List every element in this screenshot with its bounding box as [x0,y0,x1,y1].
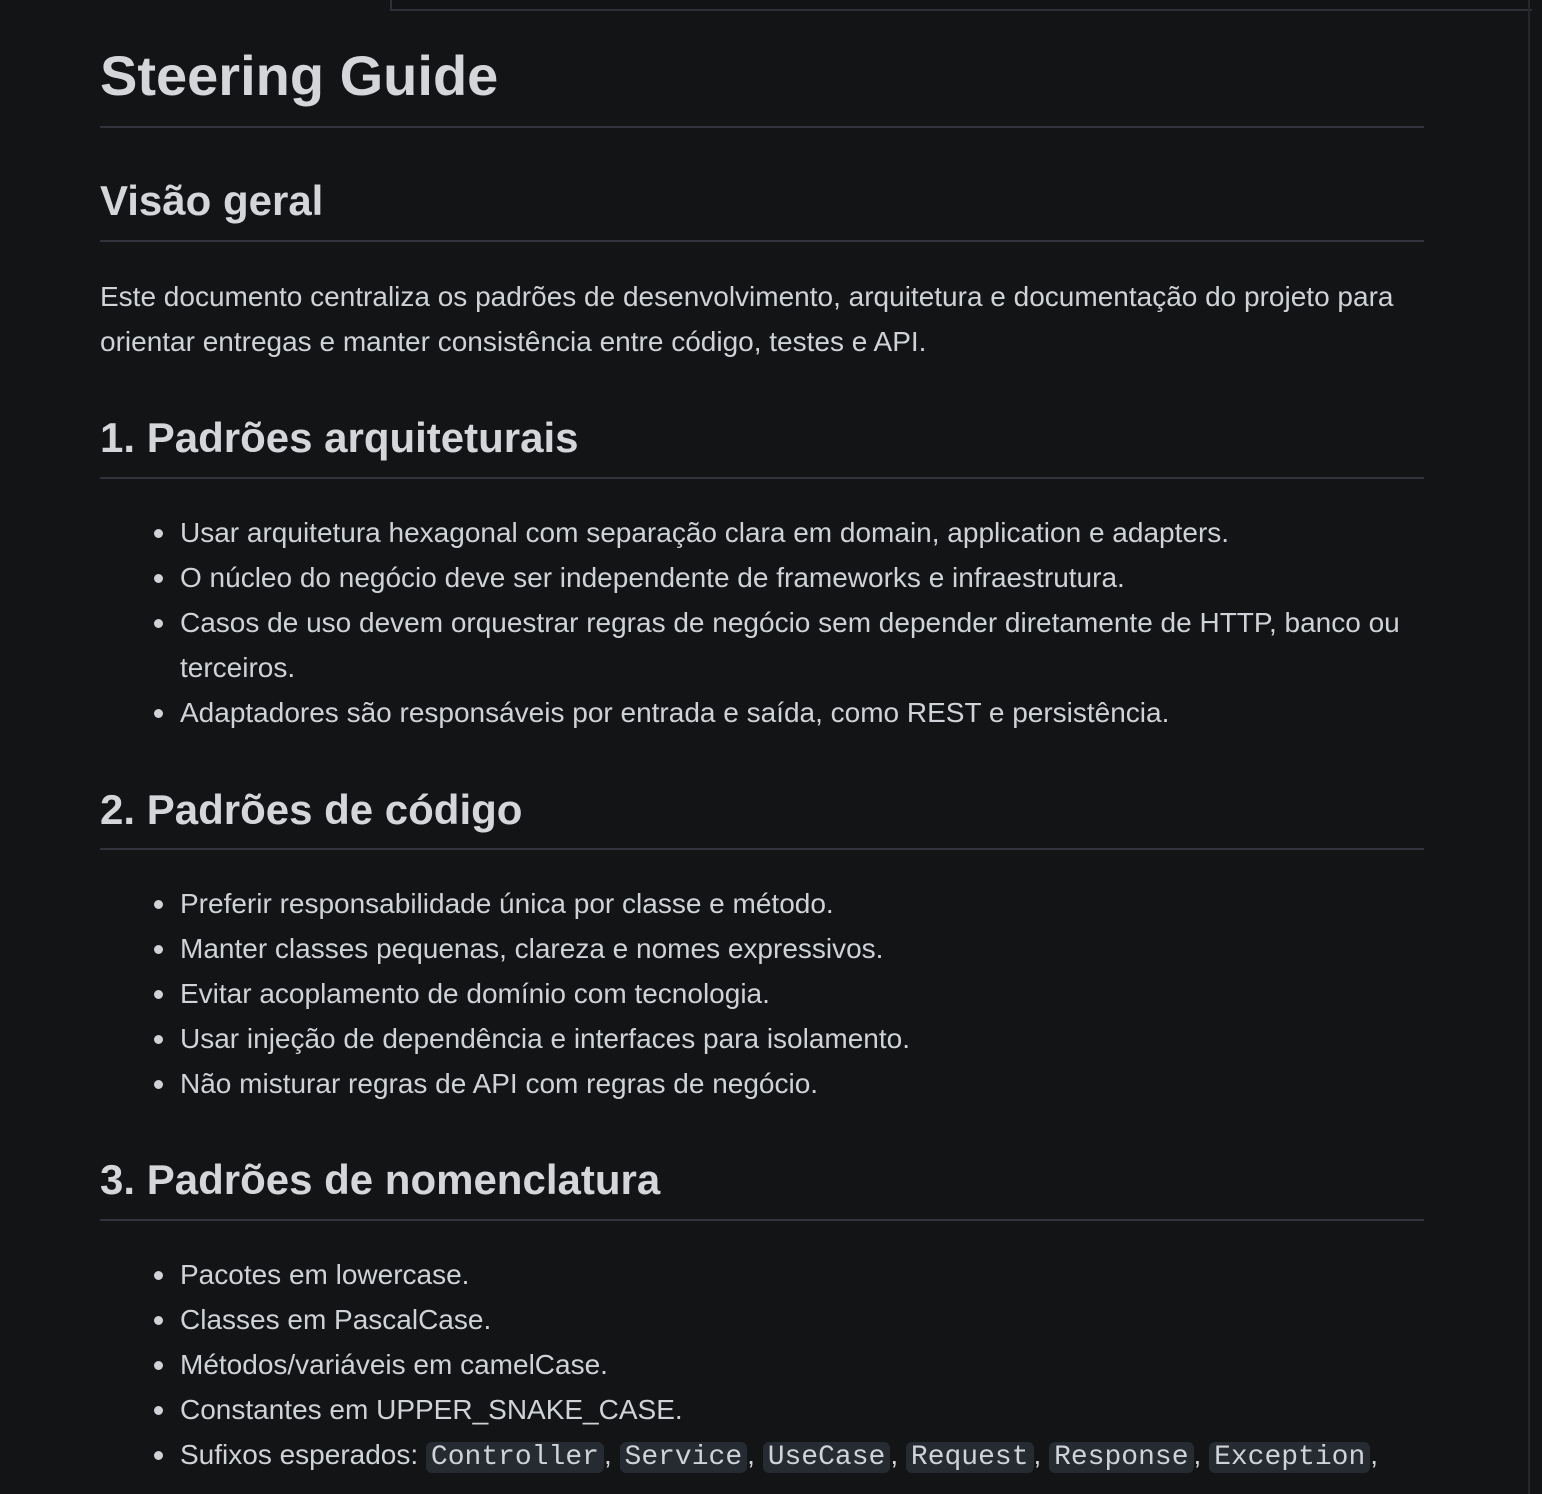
list-item: Métodos/variáveis em camelCase. [180,1342,1430,1387]
list-item: Manter classes pequenas, clareza e nomes expressivos. [180,926,1430,971]
inline-code: Response [1049,1442,1193,1473]
separator: , [890,1439,899,1470]
section-heading-architecture: 1. Padrões arquiteturais [100,411,1424,479]
list-item: Classes em PascalCase. [180,1297,1430,1342]
list-item: Casos de uso devem orquestrar regras de negócio sem depender diretamente de HTTP, banco ou terceiros. [180,600,1430,690]
separator: , [603,1439,612,1470]
list-item: Pacotes em lowercase. [180,1252,1430,1297]
inline-code: Request [906,1442,1034,1473]
editor-tab-strip [390,0,1532,11]
separator: , [1033,1439,1042,1470]
list-item: Preferir responsabilidade única por classe e método. [180,881,1430,926]
section-heading-code-patterns: 2. Padrões de código [100,783,1424,850]
overview-paragraph: Este documento centraliza os padrões de desenvolvimento, arquitetura e documentação do projeto para orientar entregas e manter consistência entre código, testes e API. [100,281,1394,357]
inline-code: Service [620,1442,748,1473]
inline-code: Exception [1209,1442,1370,1473]
list-item: Evitar acoplamento de domínio com tecnologia. [180,971,1430,1016]
suffixes-list-item [180,1432,1430,1480]
page-title: Steering Guide [100,40,1424,128]
list-item: Usar arquitetura hexagonal com separação clara em domain, application e adapters. [180,510,1430,555]
list-item: Constantes em UPPER_SNAKE_CASE. [180,1387,1430,1432]
code-patterns-list [100,881,1430,1106]
section-heading-overview: Visão geral [100,174,1424,242]
scrollbar-track[interactable] [1528,0,1530,1494]
list-item: Adaptadores são responsáveis por entrada e saída, como REST e persistência. [180,690,1430,735]
inline-code: UseCase [763,1442,891,1473]
inline-code: Controller [426,1442,604,1473]
list-item: Não misturar regras de API com regras de negócio. [180,1061,1430,1106]
list-item: Usar injeção de dependência e interfaces para isolamento. [180,1016,1430,1061]
suffixes-label: Sufixos esperados: [180,1439,419,1470]
naming-list [100,1252,1430,1480]
separator: , [1370,1439,1379,1470]
separator: , [1193,1439,1202,1470]
list-item: O núcleo do negócio deve ser independente de frameworks e infraestrutura. [180,555,1430,600]
section-heading-naming: 3. Padrões de nomenclatura [100,1153,1424,1221]
architecture-list [100,510,1430,735]
separator: , [747,1439,755,1470]
